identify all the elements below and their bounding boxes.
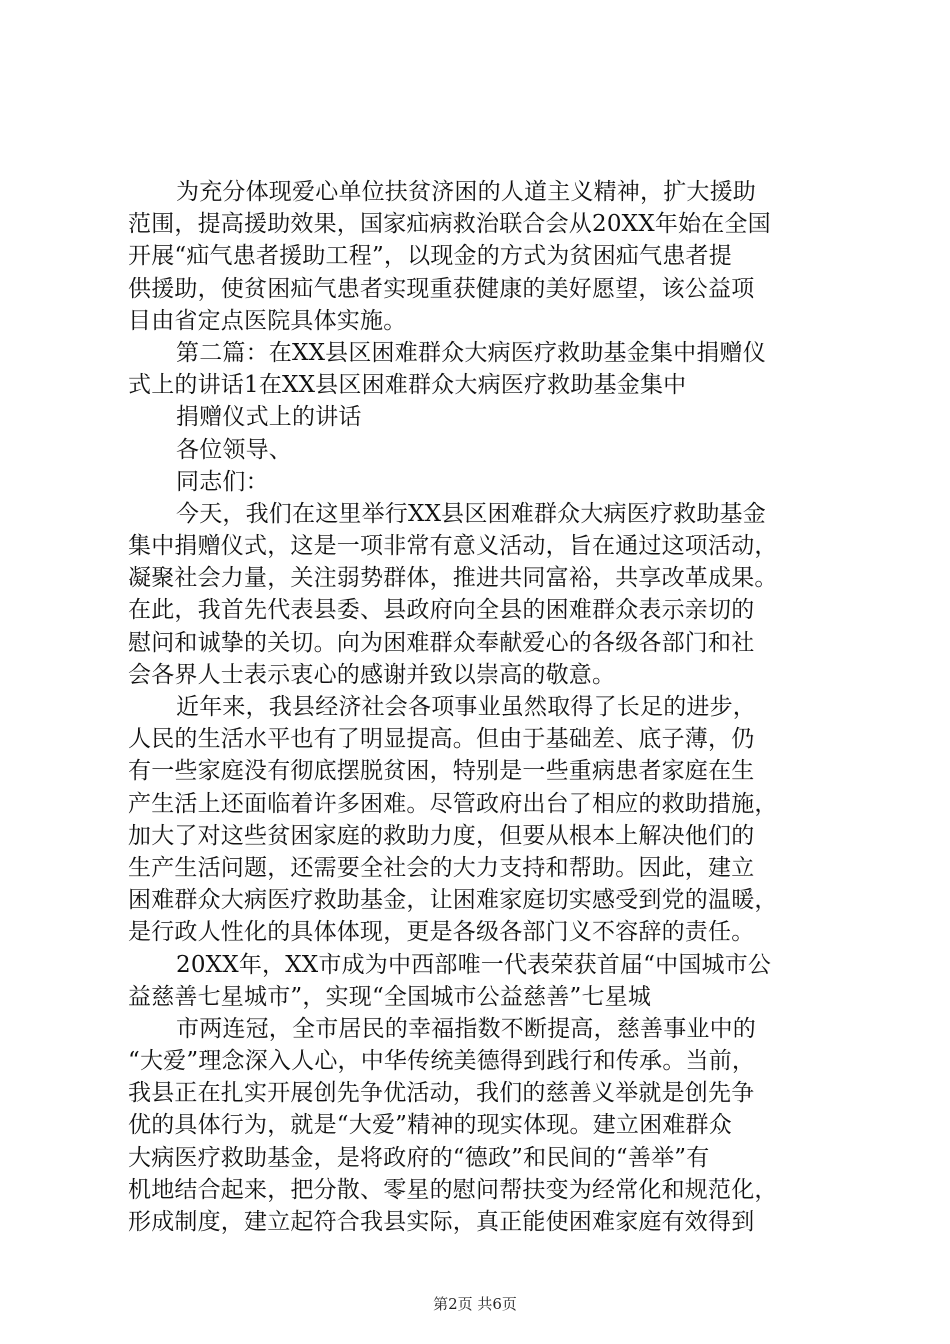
salutation-line: 同志们：: [176, 468, 269, 495]
section-heading-line: 式上的讲话1在XX县区困难群众大病医疗救助基金集中: [128, 372, 687, 399]
text-line: 目由省定点医院具体实施。: [128, 307, 407, 334]
text-line: 凝聚社会力量，关注弱势群体，推进共同富裕，共享改革成果。: [128, 565, 778, 592]
text-line: 优的具体行为，就是“大爱”精神的现实体现。建立困难群众: [128, 1112, 732, 1139]
text-line: 市两连冠，全市居民的幸福指数不断提高，慈善事业中的: [176, 1015, 756, 1042]
text-line: 形成制度，建立起符合我县实际，真正能使困难家庭有效得到: [128, 1209, 755, 1235]
text-line: 为充分体现爱心单位扶贫济困的人道主义精神，扩大援助: [176, 179, 756, 205]
text-line: 机地结合起来，把分散、零星的慰问帮扶变为经常化和规范化，: [128, 1176, 778, 1203]
text-line: 开展“疝气患者援助工程”，以现金的方式为贫困疝气患者提: [128, 243, 732, 270]
text-line: 人民的生活水平也有了明显提高。但由于基础差、底子薄，仍: [128, 726, 755, 753]
text-line: 范围，提高援助效果，国家疝病救治联合会从20XX年始在全国: [128, 211, 771, 238]
text-line: 生产生活问题，还需要全社会的大力支持和帮助。因此，建立: [128, 854, 755, 881]
text-line: 益慈善七星城市”，实现“全国城市公益慈善”七星城: [128, 983, 652, 1010]
text-line: 加大了对这些贫困家庭的救助力度，但要从根本上解决他们的: [128, 822, 755, 849]
text-line: 20XX年，XX市成为中西部唯一代表荣获首届“中国城市公: [176, 951, 772, 978]
text-line: 有一些家庭没有彻底摆脱贫困，特别是一些重病患者家庭在生: [128, 758, 755, 785]
text-line: 会各界人士表示衷心的感谢并致以崇高的敬意。: [128, 661, 616, 688]
text-line: 集中捐赠仪式，这是一项非常有意义活动，旨在通过这项活动，: [128, 533, 778, 560]
text-line: 是行政人性化的具体体现，更是各级各部门义不容辞的责任。: [128, 919, 755, 946]
document-body: [128, 176, 828, 1238]
salutation-line: 各位领导、: [176, 436, 292, 463]
section-heading-line: 第二篇：在XX县区困难群众大病医疗救助基金集中捐赠仪: [176, 339, 766, 366]
text-line: 慰问和诚挚的关切。向为困难群众奉献爱心的各级各部门和社: [128, 629, 755, 656]
text-line: 供援助，使贫困疝气患者实现重获健康的美好愿望，该公益项: [128, 275, 755, 302]
text-line: 困难群众大病医疗救助基金，让困难家庭切实感受到党的温暖，: [128, 887, 778, 914]
text-line: “大爱”理念深入人心，中华传统美德得到践行和传承。当前，: [128, 1048, 756, 1075]
text-line: 大病医疗救助基金，是将政府的“德政”和民间的“善举”有: [128, 1144, 710, 1171]
text-line: 今天，我们在这里举行XX县区困难群众大病医疗救助基金: [176, 500, 766, 527]
section-heading-line: 捐赠仪式上的讲话: [176, 404, 362, 431]
text-line: 我县正在扎实开展创先争优活动，我们的慈善义举就是创先争: [128, 1080, 755, 1107]
text-line: 在此，我首先代表县委、县政府向全县的困难群众表示亲切的: [128, 597, 755, 624]
page-number-label: 第2页 共6页: [433, 1295, 517, 1313]
text-line: 产生活上还面临着许多困难。尽管政府出台了相应的救助措施，: [128, 790, 778, 817]
text-line: 近年来，我县经济社会各项事业虽然取得了长足的进步，: [176, 694, 756, 720]
page-footer: [0, 1294, 950, 1314]
